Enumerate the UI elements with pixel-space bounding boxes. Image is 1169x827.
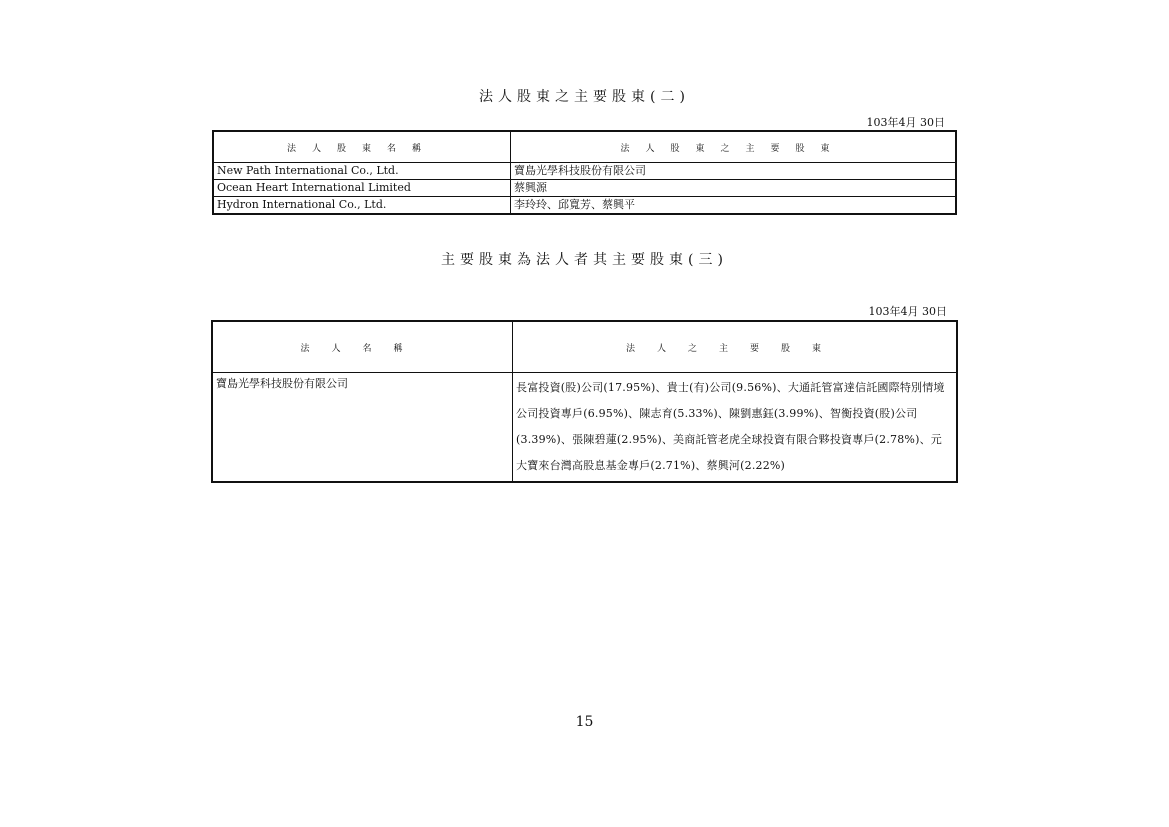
table-row	[213, 163, 956, 180]
column-header-name: 法人名稱	[212, 321, 513, 373]
table-row	[212, 373, 957, 483]
section2-date: 103年4月 30日	[868, 305, 947, 318]
corporate-major-shareholders-table	[211, 320, 958, 483]
column-header-major-shareholders: 法人之主要股東	[513, 321, 958, 373]
corporate-name-cell: 寶島光學科技股份有限公司	[212, 373, 513, 483]
corporate-name-cell: Hydron International Co., Ltd.	[213, 197, 511, 215]
major-shareholders-cell: 李玲玲、邱寬芳、蔡興平	[511, 197, 957, 215]
section2-title: 主要股東為法人者其主要股東(三)	[441, 252, 728, 268]
section1-date: 103年4月 30日	[866, 116, 945, 129]
section1-title: 法人股東之主要股東(二)	[479, 89, 690, 105]
corporate-name-cell: New Path International Co., Ltd.	[213, 163, 511, 180]
table-row	[213, 197, 956, 215]
major-shareholders-cell: 蔡興源	[511, 180, 957, 197]
table-header-row	[213, 131, 956, 163]
major-shareholders-cell: 寶島光學科技股份有限公司	[511, 163, 957, 180]
corporate-shareholders-table	[212, 130, 957, 215]
table-header-row	[212, 321, 957, 373]
column-header-name: 法人股東名稱	[213, 131, 511, 163]
page-number: 15	[575, 714, 594, 730]
column-header-major-shareholders: 法人股東之主要股東	[511, 131, 957, 163]
table-row	[213, 180, 956, 197]
major-shareholders-cell: 長富投資(股)公司(17.95%)、貴士(有)公司(9.56%)、大通託管富達信託國際特別情境公司投資專戶(6.95%)、陳志育(5.33%)、陳劉惠鈺(3.99%)、智衡投資(股)公司(3.39%)、張陳碧蓮(2.95%)、美商託管老虎全球投資有限合夥投資專戶(2.78%)、元大寶來台灣高股息基金專戶(2.71%)、蔡興河(2.22%)	[513, 373, 958, 483]
corporate-name-cell: Ocean Heart International Limited	[213, 180, 511, 197]
